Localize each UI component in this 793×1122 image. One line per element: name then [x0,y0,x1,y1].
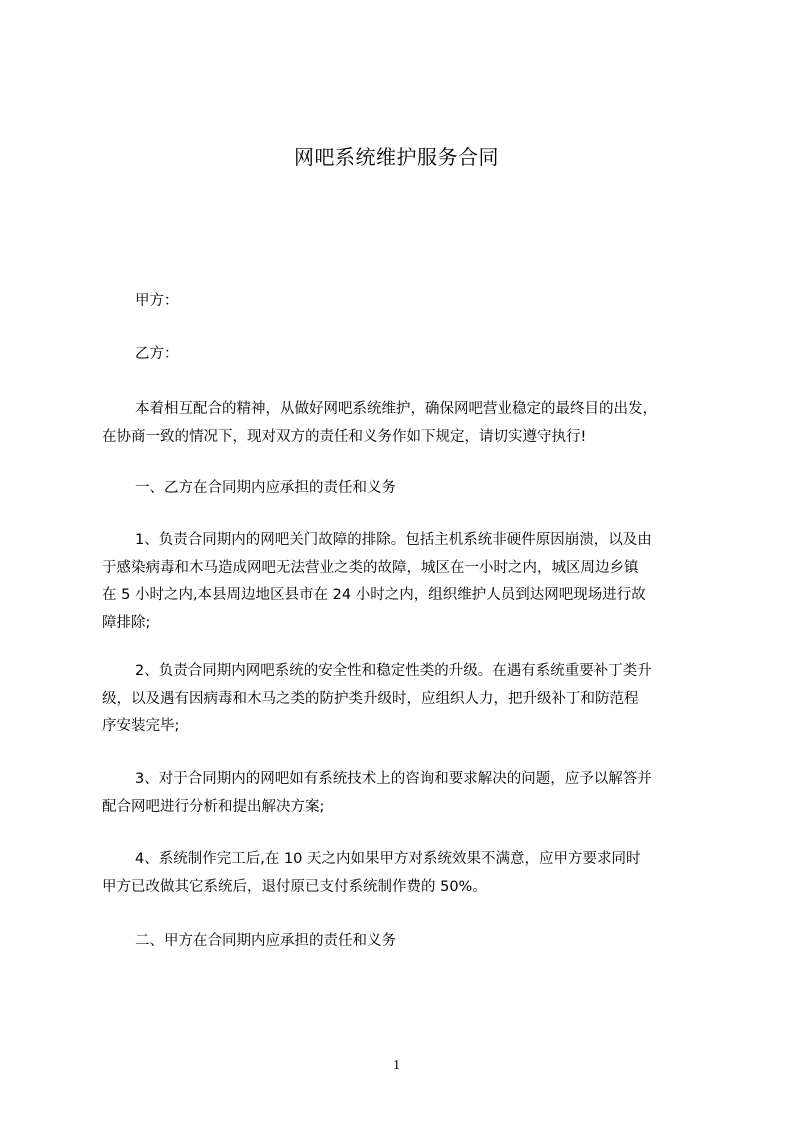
clause-1-line-1: 1、负责合同期内的网吧关门故障的排除。包括主机系统非硬件原因崩溃，以及由 [135,532,652,548]
clause-1-paragraph [102,527,712,637]
party-b-label [102,341,712,369]
section-2-heading [102,928,712,956]
clause-4-paragraph [102,846,712,901]
document-title: 网吧系统维护服务合同 [294,145,499,169]
clause-1-line-2: 于感染病毒和木马造成网吧无法营业之类的故障，城区在一小时之内，城区周边乡镇 [102,559,639,576]
clause-3-line-2: 配合网吧进行分析和提出解决方案; [102,798,325,815]
section-1-heading-text: 一、乙方在合同期内应承担的责任和义务 [135,480,396,496]
clause-2-line-1: 2、负责合同期内网吧系统的安全性和稳定性类的升级。在遇有系统重要补丁类升 [135,663,652,679]
intro-paragraph [102,396,712,451]
clause-2-line-2: 级，以及遇有因病毒和木马之类的防护类升级时，应组织人力，把升级补丁和防范程 [102,690,639,707]
clause-1-line-3: 在 5 小时之内,本县周边地区县市在 24 小时之内，组织维护人员到达网吧现场进行故 [102,587,646,603]
clause-4-line-1: 4、系统制作完工后,在 10 天之内如果甲方对系统效果不满意，应甲方要求同时 [135,851,641,867]
clause-4-line-2: 甲方已改做其它系统后，退付原已支付系统制作费的 50%。 [102,878,487,895]
section-1-heading [102,475,712,503]
clause-2-line-3: 序安装完毕; [102,718,180,734]
clause-3-line-1: 3、对于合同期内的网吧如有系统技术上的咨询和要求解决的问题，应予以解答并 [135,771,652,787]
page-number: 1 [393,1058,400,1073]
party-a-label [102,288,712,316]
party-a-text: 甲方： [135,293,179,309]
intro-line-1: 本着相互配合的精神，从做好网吧系统维护，确保网吧营业稳定的最终目的出发， [135,401,657,417]
clause-1-line-4: 障排除; [102,614,151,631]
party-b-text: 乙方： [135,346,179,362]
clause-2-paragraph [102,658,712,741]
clause-3-paragraph [102,766,712,821]
intro-line-2: 在协商一致的情况下，现对双方的责任和义务作如下规定，请切实遵守执行! [102,428,587,445]
section-2-heading-text: 二、甲方在合同期内应承担的责任和义务 [135,933,396,949]
